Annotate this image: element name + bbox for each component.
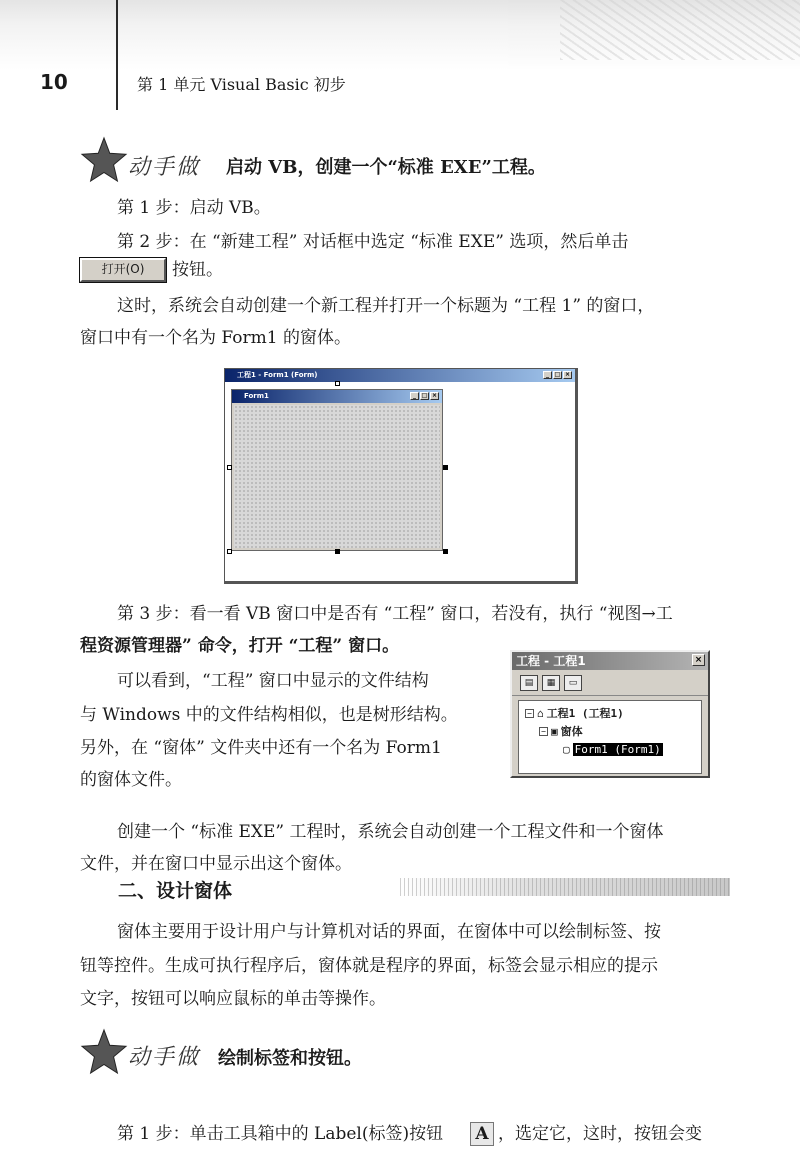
label-tool-icon[interactable]: A (470, 1122, 494, 1146)
minimize-icon[interactable]: _ (543, 371, 552, 379)
close-icon[interactable]: × (692, 654, 705, 666)
section-decor-bar (400, 878, 730, 896)
tree-label: 窗体 (560, 725, 583, 738)
task2-title: 绘制标签和按钮。 (218, 1048, 362, 1069)
tree-label: 工程1 (工程1) (546, 707, 624, 720)
form-minimize-icon[interactable]: _ (410, 392, 419, 400)
form-grid (234, 405, 440, 548)
para-text: 这时，系统会自动创建一个新工程并打开一个标题为 “工程 1” 的窗口， (117, 296, 655, 316)
star-icon (80, 136, 128, 184)
collapse-icon[interactable]: − (539, 727, 548, 736)
maximize-icon[interactable]: □ (554, 371, 561, 378)
section-text-3: 文字，按钮可以响应鼠标的单击等操作。 (80, 989, 386, 1009)
task2-step1-text: 第 1 步：单击工具箱中的 Label(标签)按钮 (117, 1124, 444, 1144)
header-rule (116, 0, 118, 110)
view-object-icon[interactable]: ▦ (542, 675, 560, 691)
open-button[interactable]: 打开(O) (80, 258, 166, 282)
project-tree (518, 700, 702, 774)
project-toolbar (512, 670, 708, 696)
collapse-icon[interactable]: − (525, 709, 534, 718)
star-icon (80, 1028, 128, 1076)
side-text-2: 与 Windows 中的文件结构相似，也是树形结构。 (80, 705, 458, 725)
step3-text-cont: 程资源管理器” 命令，打开 “工程” 窗口。 (80, 636, 400, 656)
form-close-icon[interactable]: × (431, 392, 438, 399)
toggle-folders-icon[interactable]: ▭ (564, 675, 582, 691)
summary-text-cont: 文件，并在窗口中显示出这个窗体。 (80, 854, 352, 874)
project-explorer-title: 工程 - 工程1 × (512, 652, 708, 670)
vb-window-title: 工程1 - Form1 (Form) _ □ × (225, 369, 575, 382)
resize-handle[interactable] (335, 381, 340, 386)
section-title: 二、设计窗体 (118, 880, 233, 902)
form-maximize-icon[interactable]: □ (421, 392, 428, 399)
step2-text: 第 2 步：在 “新建工程” 对话框中选定 “标准 EXE” 选项，然后单击 (117, 232, 629, 252)
step2-text-cont: 按钮。 (172, 260, 223, 280)
close-icon[interactable]: × (564, 371, 571, 378)
form-controls (410, 392, 439, 400)
form-icon: ▢ (563, 743, 570, 756)
task1-title: 启动 VB，创建一个“标准 EXE”工程。 (226, 157, 546, 178)
task2-step1-cont: ，选定它，这时，按钮会变 (498, 1124, 702, 1144)
header-texture (0, 0, 800, 70)
step1-text: 第 1 步：启动 VB。 (117, 198, 271, 218)
project-explorer-window (510, 650, 710, 778)
project-icon: ⌂ (537, 706, 544, 720)
resize-handle[interactable] (227, 549, 232, 554)
side-text-3: 另外，在 “窗体” 文件夹中还有一个名为 Form1 (80, 738, 442, 758)
form1-designer[interactable] (231, 389, 443, 551)
page-number: 10 (40, 70, 68, 94)
folder-icon: ▣ (551, 724, 558, 738)
section-text-1: 窗体主要用于设计用户与计算机对话的界面，在窗体中可以绘制标签、按 (117, 922, 661, 942)
hands-on-label: 动手做 (128, 155, 201, 180)
resize-handle[interactable] (443, 465, 448, 470)
para-text-cont: 窗口中有一个名为 Form1 的窗体。 (80, 328, 351, 348)
resize-handle[interactable] (335, 549, 340, 554)
view-code-icon[interactable]: ▤ (520, 675, 538, 691)
tree-item-project[interactable] (525, 705, 624, 721)
tree-item-forms-folder[interactable] (539, 723, 583, 739)
side-text-4: 的窗体文件。 (80, 770, 182, 790)
tree-label: Form1 (Form1) (574, 743, 661, 756)
summary-text: 创建一个 “标准 EXE” 工程时，系统会自动创建一个工程文件和一个窗体 (117, 822, 664, 842)
resize-handle[interactable] (227, 465, 232, 470)
hands-on-label: 动手做 (128, 1045, 201, 1070)
vb-project-window (224, 368, 578, 584)
side-text-1: 可以看到，“工程” 窗口中显示的文件结构 (117, 671, 429, 691)
resize-handle[interactable] (443, 549, 448, 554)
window-controls (543, 371, 572, 379)
section-text-2: 钮等控件。生成可执行程序后，窗体就是程序的界面，标签会显示相应的提示 (80, 956, 658, 976)
tree-item-form1[interactable] (563, 743, 663, 756)
step3-text: 第 3 步：看一看 VB 窗口中是否有 “工程” 窗口，若没有，执行 “视图→工 (117, 604, 673, 624)
running-header: 第 1 单元 Visual Basic 初步 (137, 75, 346, 94)
form1-title: Form1 _ □ × (232, 390, 442, 403)
